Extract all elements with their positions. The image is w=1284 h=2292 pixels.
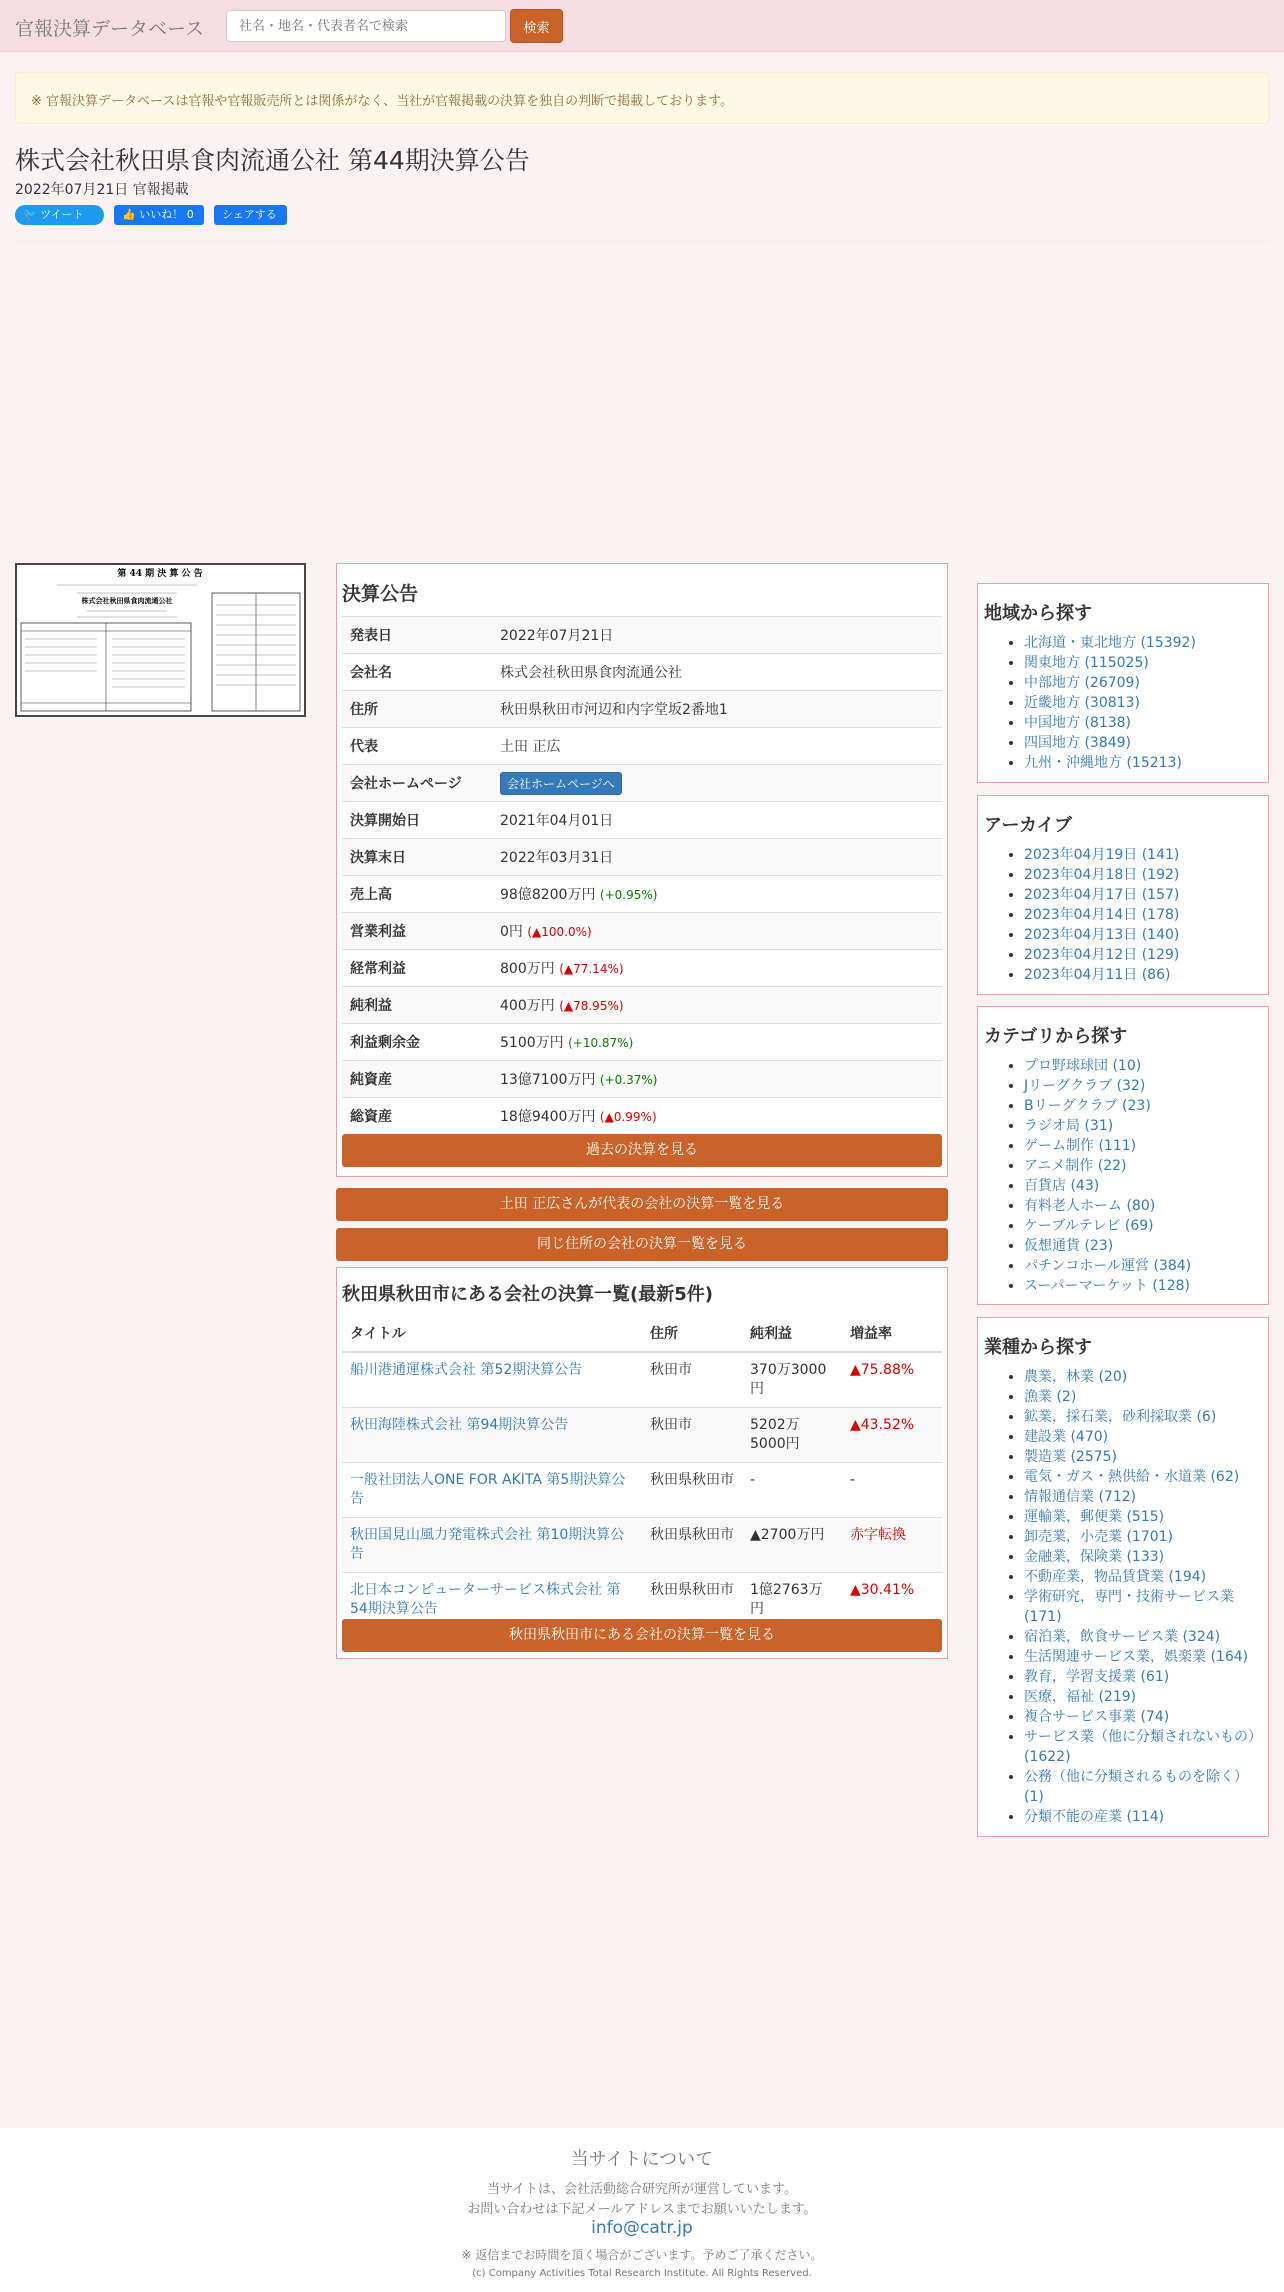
category-link[interactable]: アニメ制作 (22) <box>1024 1158 1127 1174</box>
table-row <box>342 1518 942 1573</box>
kessan-document-icon <box>17 565 304 715</box>
category-link[interactable]: Jリーグクラブ (32) <box>1024 1078 1146 1094</box>
kessan-key: 純利益 <box>342 987 492 1024</box>
list-item <box>1024 693 1262 713</box>
region-link[interactable]: 九州・沖縄地方 (15213) <box>1024 755 1182 771</box>
title-cell <box>342 1408 642 1463</box>
address-cell: 秋田県秋田市 <box>642 1573 742 1628</box>
change-rate: (+10.87%) <box>568 1036 634 1050</box>
industry-link[interactable]: 建設業 (470) <box>1024 1429 1109 1445</box>
kessan-link[interactable]: 船川港通運株式会社 第52期決算公告 <box>350 1362 583 1378</box>
list-item <box>1024 1136 1262 1156</box>
list-item <box>1024 1707 1262 1727</box>
profit-cell: 370万3000円 <box>742 1352 842 1408</box>
change-rate: (▲100.0%) <box>527 925 592 939</box>
rate-cell: ▲30.41% <box>842 1573 942 1628</box>
list-item <box>1024 1567 1262 1587</box>
list-item <box>1024 1176 1262 1196</box>
rate-cell: 赤字転換 <box>842 1518 942 1573</box>
kessan-value-cell <box>492 691 942 728</box>
archive-link[interactable]: 2023年04月11日 (86) <box>1024 967 1171 983</box>
kessan-key: 売上高 <box>342 876 492 913</box>
archive-link[interactable]: 2023年04月14日 (178) <box>1024 907 1180 923</box>
region-link[interactable]: 中国地方 (8138) <box>1024 715 1132 731</box>
list-item <box>1024 633 1262 653</box>
kessan-key: 住所 <box>342 691 492 728</box>
kessan-panel <box>336 563 948 1177</box>
kessan-key: 営業利益 <box>342 913 492 950</box>
industry-link[interactable]: 鉱業，採石業，砂利採取業 (6) <box>1024 1409 1217 1425</box>
kessan-row <box>342 654 942 691</box>
kessan-value: 400万円 <box>500 998 555 1014</box>
past-kessan-button[interactable]: 過去の決算を見る <box>342 1134 942 1167</box>
kessan-link[interactable]: 秋田海陸株式会社 第94期決算公告 <box>350 1417 569 1433</box>
kessan-value-cell <box>492 876 942 913</box>
list-item <box>1024 1056 1262 1076</box>
sidebar-region <box>977 583 1269 783</box>
kessan-value-cell <box>492 839 942 876</box>
list-item <box>1024 1527 1262 1547</box>
category-link[interactable]: スーパーマーケット (128) <box>1024 1278 1190 1294</box>
archive-heading: アーカイブ <box>984 815 1073 836</box>
archive-link[interactable]: 2023年04月18日 (192) <box>1024 867 1180 883</box>
kessan-row <box>342 1024 942 1061</box>
thumb-heading: 第 44 期 決 算 公 告 <box>117 569 203 579</box>
list-item <box>1024 1256 1262 1276</box>
column-header: 住所 <box>642 1314 742 1352</box>
industry-link[interactable]: 運輸業，郵便業 (515) <box>1024 1509 1165 1525</box>
kessan-value: 98億8200万円 <box>500 887 596 903</box>
list-item <box>1024 1116 1262 1136</box>
region-link[interactable]: 近畿地方 (30813) <box>1024 695 1140 711</box>
list-item <box>1024 1467 1262 1487</box>
industry-link[interactable]: 教育，学習支援業 (61) <box>1024 1669 1170 1685</box>
kessan-row <box>342 1098 942 1135</box>
area-list-heading: 秋田県秋田市にある会社の決算一覧(最新5件) <box>342 1284 713 1305</box>
archive-list <box>984 845 1262 985</box>
thumbs-up-icon: 👍 <box>122 208 136 221</box>
divider <box>15 241 1269 242</box>
industry-link[interactable]: 宿泊業，飲食サービス業 (324) <box>1024 1629 1221 1645</box>
kessan-row <box>342 876 942 913</box>
change-rate: (▲77.14%) <box>559 962 624 976</box>
kessan-value: 2022年03月31日 <box>500 850 614 866</box>
list-item <box>1024 1807 1262 1827</box>
footer-line2: お問い合わせは下記メールアドレスまでお願いいたします。 <box>467 2202 817 2217</box>
category-link[interactable]: ラジオ局 (31) <box>1024 1118 1114 1134</box>
list-item <box>1024 1627 1262 1647</box>
category-link[interactable]: Bリーグクラブ (23) <box>1024 1098 1151 1114</box>
kessan-key: 会社ホームページ <box>342 765 492 802</box>
list-item <box>1024 1196 1262 1216</box>
kessan-value: 0円 <box>500 924 523 940</box>
kessan-value-cell <box>492 1024 942 1061</box>
category-link[interactable]: 百貨店 (43) <box>1024 1178 1100 1194</box>
kessan-key: 発表日 <box>342 617 492 654</box>
category-link[interactable]: ゲーム制作 (111) <box>1024 1138 1137 1154</box>
archive-link[interactable]: 2023年04月17日 (157) <box>1024 887 1180 903</box>
footer-heading: 当サイトについて <box>570 2149 714 2170</box>
kessan-row <box>342 950 942 987</box>
list-item <box>1024 945 1262 965</box>
list-item <box>1024 1407 1262 1427</box>
list-item <box>1024 753 1262 773</box>
list-item <box>1024 1447 1262 1467</box>
kessan-value-cell <box>492 654 942 691</box>
industry-link[interactable]: サービス業（他に分類されないもの） (1622) <box>1024 1729 1262 1765</box>
kessan-value: 800万円 <box>500 961 555 977</box>
region-link[interactable]: 関東地方 (115025) <box>1024 655 1149 671</box>
table-row <box>342 1352 942 1408</box>
kessan-row <box>342 839 942 876</box>
region-heading: 地域から探す <box>984 603 1092 624</box>
kessan-key: 利益剰余金 <box>342 1024 492 1061</box>
kessan-value-cell <box>492 802 942 839</box>
rate-cell: - <box>842 1463 942 1518</box>
footer-copyright: (c) Company Activities Total Research Institute. All Rights Reserved. <box>472 2268 812 2279</box>
kessan-value: 土田 正広 <box>500 739 561 755</box>
kessan-value: 18億9400万円 <box>500 1109 596 1126</box>
list-item <box>1024 925 1262 945</box>
column-header: 増益率 <box>842 1314 942 1352</box>
kessan-row <box>342 765 942 802</box>
footer-email-link[interactable]: info@catr.jp <box>591 2218 693 2238</box>
category-link[interactable]: 有料老人ホーム (80) <box>1024 1198 1156 1214</box>
list-item <box>1024 885 1262 905</box>
sidebar-category <box>977 1006 1269 1305</box>
change-rate: (+0.95%) <box>599 888 658 902</box>
list-item <box>1024 1767 1262 1807</box>
list-item <box>1024 1216 1262 1236</box>
profit-cell: 1億2763万円 <box>742 1573 842 1628</box>
rate-cell: ▲43.52% <box>842 1408 942 1463</box>
footer-note: ※ 返信までお時間を頂く場合がございます。予めご了承ください。 <box>461 2248 823 2262</box>
kessan-link[interactable]: 北日本コンピューターサービス株式会社 第54期決算公告 <box>350 1582 621 1617</box>
kessan-key: 経常利益 <box>342 950 492 987</box>
disclaimer-notice: ※ 官報決算データベースは官報や官報販売所とは関係がなく、当社が官報掲載の決算を独自の判断で掲載しております。 <box>15 72 1269 124</box>
industry-link[interactable]: 医療，福祉 (219) <box>1024 1689 1137 1705</box>
kessan-key: 純資産 <box>342 1061 492 1098</box>
industry-link[interactable]: 学術研究，専門・技術サービス業 (171) <box>1024 1589 1234 1625</box>
category-heading: カテゴリから探す <box>984 1026 1128 1047</box>
title-cell <box>342 1463 642 1518</box>
area-list-more-button[interactable]: 秋田県秋田市にある会社の決算一覧を見る <box>342 1619 942 1652</box>
table-row <box>342 1463 942 1518</box>
kessan-row <box>342 913 942 950</box>
list-item <box>1024 965 1262 985</box>
list-item <box>1024 1276 1262 1296</box>
publish-date: 2022年07月21日 官報掲載 <box>15 182 189 198</box>
address-cell: 秋田市 <box>642 1408 742 1463</box>
profit-cell: 5202万5000円 <box>742 1408 842 1463</box>
kessan-link[interactable]: 秋田国見山風力発電株式会社 第10期決算公告 <box>350 1527 625 1562</box>
industry-link[interactable]: 情報通信業 (712) <box>1024 1489 1137 1505</box>
region-list <box>984 633 1262 773</box>
list-item <box>1024 1667 1262 1687</box>
representative-list-button[interactable]: 土田 正広さんが代表の会社の決算一覧を見る <box>336 1188 948 1221</box>
industry-heading: 業種から探す <box>984 1337 1092 1358</box>
kessan-heading: 決算公告 <box>342 583 419 605</box>
list-item <box>1024 1387 1262 1407</box>
kessan-key: 決算開始日 <box>342 802 492 839</box>
archive-link[interactable]: 2023年04月13日 (140) <box>1024 927 1180 943</box>
kessan-table <box>342 616 942 1135</box>
rate-cell: ▲75.88% <box>842 1352 942 1408</box>
category-link[interactable]: ケーブルテレビ (69) <box>1024 1218 1154 1234</box>
list-item <box>1024 1487 1262 1507</box>
industry-link[interactable]: 製造業 (2575) <box>1024 1449 1118 1465</box>
search-input[interactable] <box>226 10 506 42</box>
list-item <box>1024 1427 1262 1447</box>
area-list-table <box>342 1314 942 1627</box>
list-item <box>1024 673 1262 693</box>
kessan-value: 秋田県秋田市河辺和内字堂坂2番地1 <box>500 702 728 718</box>
list-item <box>1024 1076 1262 1096</box>
region-link[interactable]: 中部地方 (26709) <box>1024 675 1140 691</box>
list-item <box>1024 905 1262 925</box>
profit-cell: ▲2700万円 <box>742 1518 842 1573</box>
kessan-value-cell <box>492 987 942 1024</box>
sidebar-archive <box>977 795 1269 995</box>
address-cell: 秋田市 <box>642 1352 742 1408</box>
kessan-row <box>342 728 942 765</box>
list-item <box>1024 845 1262 865</box>
list-item <box>1024 1587 1262 1627</box>
column-header: タイトル <box>342 1314 642 1352</box>
industry-list <box>984 1367 1262 1827</box>
change-rate: (+0.37%) <box>599 1073 658 1087</box>
list-item <box>1024 1156 1262 1176</box>
title-cell <box>342 1518 642 1573</box>
kessan-value-cell <box>492 765 942 802</box>
company-homepage-button[interactable]: 会社ホームページへ <box>500 772 622 795</box>
change-rate: (▲78.95%) <box>559 999 624 1013</box>
kessan-value-cell <box>492 617 942 654</box>
archive-link[interactable]: 2023年04月19日 (141) <box>1024 847 1180 863</box>
list-item <box>1024 713 1262 733</box>
list-item <box>1024 1507 1262 1527</box>
industry-link[interactable]: 生活関連サービス業，娯楽業 (164) <box>1024 1649 1249 1665</box>
footer <box>0 2128 1284 2292</box>
archive-link[interactable]: 2023年04月12日 (129) <box>1024 947 1180 963</box>
kessan-value-cell <box>492 728 942 765</box>
list-item <box>1024 1727 1262 1767</box>
industry-link[interactable]: 金融業，保険業 (133) <box>1024 1549 1165 1565</box>
list-item <box>1024 1687 1262 1707</box>
region-link[interactable]: 四国地方 (3849) <box>1024 735 1132 751</box>
kessan-value: 2022年07月21日 <box>500 628 614 644</box>
kessan-thumbnail-image[interactable] <box>15 563 306 717</box>
region-link[interactable]: 北海道・東北地方 (15392) <box>1024 635 1196 651</box>
industry-link[interactable]: 農業，林業 (20) <box>1024 1369 1128 1385</box>
list-item <box>1024 1096 1262 1116</box>
kessan-key: 決算末日 <box>342 839 492 876</box>
category-link[interactable]: パチンコホール運営 (384) <box>1024 1258 1192 1274</box>
sidebar-industry <box>977 1317 1269 1837</box>
category-list <box>984 1056 1262 1296</box>
list-item <box>1024 1236 1262 1256</box>
kessan-row <box>342 802 942 839</box>
kessan-value: 株式会社秋田県食肉流通公社 <box>500 665 682 681</box>
list-item <box>1024 1367 1262 1387</box>
kessan-value: 5100万円 <box>500 1035 564 1051</box>
industry-link[interactable]: 分類不能の産業 (114) <box>1024 1809 1165 1825</box>
search-button[interactable]: 検索 <box>510 9 563 43</box>
list-item <box>1024 865 1262 885</box>
table-row <box>342 1408 942 1463</box>
column-header: 純利益 <box>742 1314 842 1352</box>
kessan-row <box>342 617 942 654</box>
kessan-row <box>342 1061 942 1098</box>
kessan-value-cell <box>492 950 942 987</box>
thumb-company: 株式会社秋田県食肉流通公社 <box>81 596 173 605</box>
tweet-button[interactable]: 🐦 ツイート <box>15 205 104 225</box>
kessan-key: 総資産 <box>342 1098 492 1135</box>
area-list-panel <box>336 1267 948 1659</box>
kessan-value-cell <box>492 1061 942 1098</box>
site-brand[interactable]: 官報決算データベース <box>15 18 205 40</box>
industry-link[interactable]: 公務（他に分類されるものを除く） (1) <box>1024 1769 1248 1805</box>
title-cell <box>342 1352 642 1408</box>
list-item <box>1024 653 1262 673</box>
category-link[interactable]: 仮想通貨 (23) <box>1024 1238 1114 1254</box>
like-button[interactable]: 👍 いいね！ 0 <box>114 205 204 225</box>
kessan-value: 13億7100万円 <box>500 1072 596 1088</box>
kessan-key: 会社名 <box>342 654 492 691</box>
kessan-row <box>342 987 942 1024</box>
industry-link[interactable]: 複合サービス事業 (74) <box>1024 1709 1170 1725</box>
industry-link[interactable]: 不動産業，物品賃貸業 (194) <box>1024 1569 1207 1585</box>
kessan-value-cell <box>492 913 942 950</box>
navbar <box>0 0 1284 52</box>
same-address-list-button[interactable]: 同じ住所の会社の決算一覧を見る <box>336 1228 948 1261</box>
kessan-row <box>342 691 942 728</box>
profit-cell: - <box>742 1463 842 1518</box>
list-item <box>1024 733 1262 753</box>
footer-line1: 当サイトは、会社活動総合研究所が運営しています。 <box>486 2182 798 2197</box>
kessan-value: 2021年04月01日 <box>500 813 614 829</box>
page-title: 株式会社秋田県食肉流通公社 第44期決算公告 <box>15 146 530 175</box>
kessan-link[interactable]: 一般社団法人ONE FOR AKITA 第5期決算公告 <box>350 1472 626 1507</box>
share-button[interactable]: シェアする <box>214 205 287 225</box>
address-cell: 秋田県秋田市 <box>642 1518 742 1573</box>
category-link[interactable]: プロ野球球団 (10) <box>1024 1058 1142 1074</box>
industry-link[interactable]: 漁業 (2) <box>1024 1389 1077 1405</box>
industry-link[interactable]: 卸売業，小売業 (1701) <box>1024 1529 1174 1545</box>
change-rate: (▲0.99%) <box>599 1110 657 1125</box>
address-cell: 秋田県秋田市 <box>642 1463 742 1518</box>
industry-link[interactable]: 電気・ガス・熱供給・水道業 (62) <box>1024 1469 1240 1485</box>
list-item <box>1024 1647 1262 1667</box>
kessan-key: 代表 <box>342 728 492 765</box>
list-item <box>1024 1547 1262 1567</box>
twitter-bird-icon: 🐦 <box>23 208 37 221</box>
kessan-value-cell <box>492 1098 942 1135</box>
